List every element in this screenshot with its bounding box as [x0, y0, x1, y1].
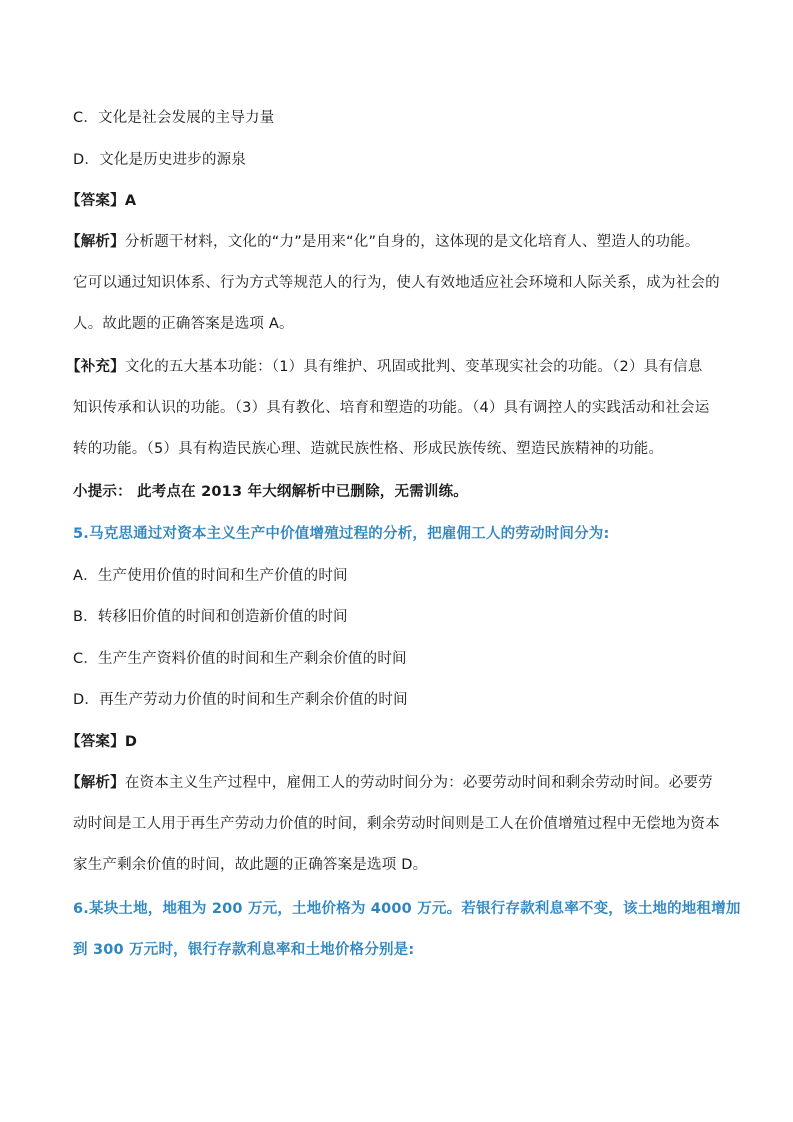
supplement-text: 文化的五大基本功能：（1）具有维护、巩固或批判、变革现实社会的功能。（2）具有信息	[124, 359, 703, 375]
q4-option-c: C．文化是社会发展的主导力量	[73, 110, 275, 126]
analysis-line: 动时间是工人用于再生产劳动力价值的时间，剩余劳动时间则是工人在价值增殖过程中无偿地为资本	[73, 816, 720, 832]
analysis-text: 分析题干材料，文化的“力”是用来“化”自身的，这体现的是文化培育人、塑造人的功能。	[124, 234, 700, 250]
analysis-line	[66, 773, 726, 793]
q5-option-d: D．再生产劳动力价值的时间和生产剩余价值的时间	[73, 692, 408, 708]
q5-option-c: C．生产生产资料价值的时间和生产剩余价值的时间	[73, 651, 407, 667]
tip: 小提示： 此考点在 2013 年大纲解析中已删除，无需训练。	[73, 484, 468, 500]
analysis-tag: 【解析】	[66, 775, 125, 791]
q6-title-line2: 到 300 万元时，银行存款利息率和土地价格分别是:	[73, 942, 415, 958]
q5-answer	[66, 732, 726, 752]
supplement-tag: 【补充】	[66, 359, 125, 375]
analysis-text: 在资本主义生产过程中，雇佣工人的劳动时间分为：必要劳动时间和剩余劳动时间。必要劳	[124, 775, 713, 791]
q4-answer	[66, 191, 726, 211]
q6-title-line1: 6.某块土地，地租为 200 万元，土地价格为 4000 万元。若银行存款利息率不变，该土地的地租增加	[73, 901, 741, 917]
supplement-line: 知识传承和认识的功能。（3）具有教化、培育和塑造的功能。（4）具有调控人的实践活动和社会运	[73, 400, 710, 416]
analysis-line: 它可以通过知识体系、行为方式等规范人的行为，使人有效地适应社会环境和人际关系，成为社会的	[73, 275, 720, 291]
q4-option-d: D．文化是历史进步的源泉	[73, 152, 247, 168]
answer-tag: 【答案】	[66, 734, 125, 750]
q5-title: 5.马克思通过对资本主义生产中价值增殖过程的分析，把雇佣工人的劳动时间分为:	[73, 526, 610, 542]
answer-tag: 【答案】	[66, 193, 125, 209]
q4-analysis	[66, 232, 726, 334]
analysis-line	[66, 232, 726, 252]
answer-value: D	[124, 734, 138, 750]
q5-option-b: B．转移旧价值的时间和创造新价值的时间	[73, 609, 348, 625]
q5-analysis	[66, 773, 726, 875]
answer-value: A	[124, 193, 137, 209]
analysis-tag: 【解析】	[66, 234, 125, 250]
q5-option-a: A．生产使用价值的时间和生产价值的时间	[73, 568, 348, 584]
supplement-line	[66, 357, 726, 377]
analysis-line: 人。故此题的正确答案是选项 A。	[73, 316, 294, 332]
q4-supplement	[66, 357, 726, 459]
analysis-line: 家生产剩余价值的时间，故此题的正确答案是选项 D。	[73, 857, 428, 873]
supplement-line: 转的功能。（5）具有构造民族心理、造就民族性格、形成民族传统、塑造民族精神的功能。	[73, 441, 664, 457]
